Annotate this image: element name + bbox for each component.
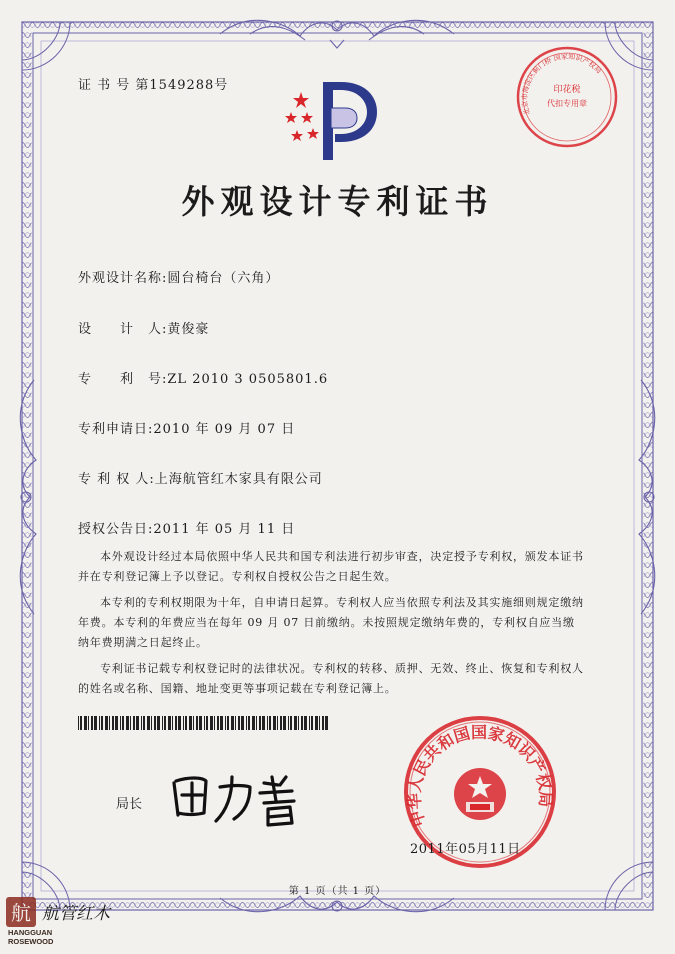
barcode-bar [185,716,187,730]
watermark-text [8,928,53,946]
barcode-bar [301,716,303,730]
barcode-bar [267,716,268,730]
barcode-bar [298,716,299,730]
designer-value: 黄俊豪 [167,322,210,337]
patentee-label: 专 利 权 人: [78,472,155,487]
barcode-bar [168,716,171,730]
barcode-bar [217,716,219,730]
design-name-label: 外观设计名称: [78,271,168,286]
barcode-bar [277,716,278,730]
barcode-bar [319,716,320,730]
barcode-bar [143,716,145,730]
barcode-bar [112,716,114,730]
barcode-bar [294,716,297,730]
body-paragraph: 本专利的专利权期限为十年，自申请日起算。专利权人应当依照专利法及其实施细则规定缴纳年费。本专利的年费应当在每年 09 月 07 日前缴纳。未按照规定缴纳年费的，专利权自应当缴纳年费期满之日起终止。 [78,596,584,649]
barcode-bar [196,716,198,730]
barcode-bar [315,716,318,730]
designer-label: 设 计 人: [78,322,168,337]
barcode-bar [99,716,100,730]
barcode-bar [175,716,177,730]
barcode-bar [136,716,139,730]
barcode-bar [322,716,324,730]
grant-date-field [78,518,295,537]
watermark-line2: ROSEWOOD [8,937,54,946]
hangguan-logo-icon [4,896,134,928]
barcode-bar [311,716,313,730]
barcode-bar [206,716,208,730]
barcode-bar [130,716,131,730]
svg-text:北京市海淀区蓟门桥 国家知识产权局: 北京市海淀区蓟门桥 国家知识产权局 [520,52,603,116]
patentee-value: 上海航管红木家具有限公司 [154,472,323,487]
barcode-bar [210,716,213,730]
barcode-bar [151,716,152,730]
barcode-bar [280,716,282,730]
page-title: 外观设计专利证书 [181,182,494,221]
barcode-bar [259,716,261,730]
barcode-bar [164,716,166,730]
watermark-line1: HANGGUAN [8,928,53,937]
barcode-bar [183,716,184,730]
barcode-bar [109,716,110,730]
barcode-bar [94,716,97,730]
barcode-bar [105,716,108,730]
barcode-bar [172,716,173,730]
director-signature [168,763,318,833]
barcode-bar [269,716,271,730]
grant-date-label: 授权公告日: [78,522,154,537]
certificate-body [78,547,586,705]
design-name-field [78,267,279,286]
barcode-bar [80,716,82,730]
barcode-bar [225,716,226,730]
barcode-bar [304,716,307,730]
barcode-bar [101,716,103,730]
designer-field [78,318,209,337]
barcode-bar [246,716,247,730]
grant-date-value: 2011 年 05 月 11 日 [153,522,296,537]
page-indicator: 第 1 页（共 1 页） [288,886,387,897]
barcode-bar [199,716,202,730]
barcode-bar [214,716,215,730]
design-name-value: 圆台椅台（六角） [167,271,280,286]
patent-office-emblem-icon [283,78,383,164]
barcode-bar [204,716,205,730]
barcode-bar [141,716,142,730]
seal-text: 中华人民共和国国家知识产权局 [404,722,556,830]
barcode-bar [162,716,163,730]
barcode-bar [154,716,156,730]
certificate-number: 证 书 号 第1549288号 [78,78,229,93]
patentee-field [78,468,323,487]
filing-date-field [78,418,295,437]
barcode-bar [283,716,286,730]
barcode-bar [122,716,124,730]
barcode-bar [238,716,240,730]
barcode-bar [115,716,118,730]
barcode-bar [241,716,244,730]
barcode-bar [193,716,194,730]
barcode-bar [325,716,328,730]
patent-number-value: ZL 2010 3 0505801.6 [167,372,329,387]
body-paragraph: 本外观设计经过本局依照中华人民共和国专利法进行初步审查，决定授予专利权，颁发本证书并在专利登记簿上予以登记。专利权自授权公告之日起生效。 [78,550,584,583]
barcode-bar [309,716,310,730]
patent-number-label: 专 利 号: [78,372,168,387]
barcode-bar [147,716,150,730]
director-label: 局长 [116,797,143,812]
issue-date: 2011年05月11日 [410,842,521,857]
tax-seal-stamp [514,44,620,150]
patent-number-field [78,368,328,387]
barcode-bar [84,716,87,730]
svg-text:印花税: 印花税 [553,85,581,95]
barcode-bar [126,716,129,730]
watermark-chars: 航管红木 [42,904,110,924]
barcode-bar [189,716,192,730]
svg-text:航: 航 [11,901,31,925]
barcode [78,716,328,730]
barcode-bar [220,716,223,730]
barcode-bar [262,716,265,730]
barcode-bar [288,716,289,730]
barcode-bar [227,716,229,730]
barcode-bar [120,716,121,730]
barcode-bar [133,716,135,730]
barcode-bar [157,716,160,730]
barcode-bar [91,716,93,730]
filing-date-value: 2010 年 09 月 07 日 [153,422,296,437]
filing-date-label: 专利申请日: [78,422,154,437]
barcode-bar [78,716,79,730]
svg-text:代扣专用章: 代扣专用章 [547,99,587,108]
barcode-bar [235,716,236,730]
barcode-bar [178,716,181,730]
barcode-bar [88,716,89,730]
barcode-bar [290,716,292,730]
barcode-bar [273,716,276,730]
body-paragraph: 专利证书记载专利权登记时的法律状况。专利权的转移、质押、无效、终止、恢复和专利权人的姓名或名称、国籍、地址变更等事项记载在专利登记簿上。 [78,662,584,695]
barcode-bar [252,716,255,730]
barcode-bar [248,716,250,730]
barcode-bar [256,716,257,730]
barcode-bar [231,716,234,730]
